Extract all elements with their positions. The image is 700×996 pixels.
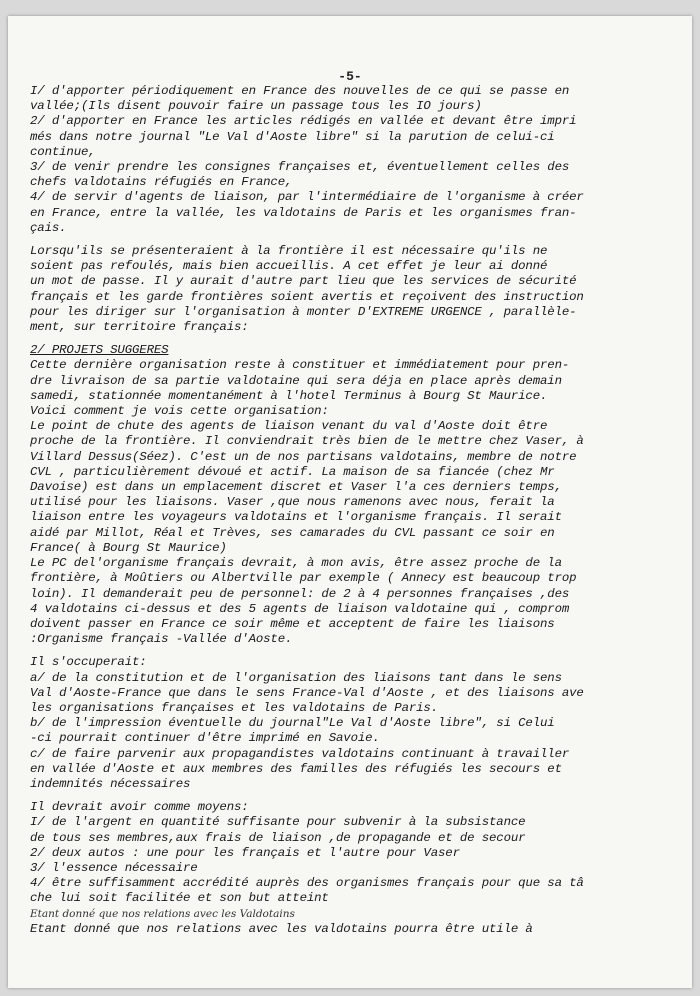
text-line: France( à Bourg St Maurice) [30,540,227,555]
text-line: 4/ de servir d'agents de liaison, par l'intermédiaire de l'organisme à créer [30,190,584,205]
text-line: 2/ deux autos : une pour les français et l'autre pour Vaser [30,845,460,860]
text-line: Il devrait avoir comme moyens: [30,800,249,815]
text-line: c/ de faire parvenir aux propagandistes valdotains continuant à travailler [30,746,570,761]
text-line: frontière, à Moûtiers ou Albertville par exemple ( Annecy est beaucoup trop [30,571,577,586]
text-line: indemnités nécessaires [30,776,191,791]
paragraph-gap [30,792,690,800]
text-line: en France, entre la vallée, les valdotains de Paris et les organismes fran- [30,205,577,220]
text-line: ment, sur territoire français: [30,320,249,335]
text-line: més dans notre journal "Le Val d'Aoste libre" si la parution de celui-ci [30,129,555,144]
text-line: CVL , particulièrement dévoué et actif. La maison de sa fiancée (chez Mr [30,464,555,479]
text-line: Lorsqu'ils se présenteraient à la frontière il est nécessaire qu'ils ne [30,244,548,259]
paragraph-gap [30,647,690,655]
text-line: continue, [30,144,96,159]
text-line: dre livraison de sa partie valdotaine qui sera déja en place après demain [30,373,562,388]
text-line: Voici comment je vois cette organisation: [30,404,329,419]
text-line: samedi, stationnée momentanément à l'hotel Terminus à Bourg St Maurice. [30,388,548,403]
text-line: I/ de l'argent en quantité suffisante pour subvenir à la subsistance [30,815,526,830]
text-line: 4/ être suffisamment accrédité auprès des organismes français pour que sa tâ [30,876,584,891]
text-line: proche de la frontière. Il conviendrait très bien de le mettre chez Vaser, à [30,434,584,449]
handwritten-note: Etant donné que nos relations avec les Valdotains [30,907,295,920]
text-line: en vallée d'Aoste et aux membres des familles des réfugiés les secours et [30,761,562,776]
text-line: 3/ de venir prendre les consignes françaises et, éventuellement celles des [30,160,570,175]
text-line: soient pas refoulés, mais bien accueillis. A cet effet je leur ai donné [30,259,548,274]
text-line: Cette dernière organisation reste à constituer et immédiatement pour pren- [30,358,570,373]
text-line: Davoise) est dans un emplacement discret et Vaser l'a ces derniers temps, [30,480,562,495]
text-line: français et les garde frontières soient avertis et reçoivent des instruction [30,289,584,304]
text-line: 2/ PROJETS SUGGERES [30,343,169,358]
text-line: utilisé pour les liaisons. Vaser ,que nous ramenons avec nous, ferait la [30,495,555,510]
document-page [8,16,692,988]
text-line: 4 valdotains ci-dessus et des 5 agents de liaison valdotaine qui , comprom [30,601,570,616]
text-line-cut: Etant donné que nos relations avec les valdotains pourra être utile à [30,922,690,937]
text-line: çais. [30,220,67,235]
text-line: liaison entre les voyageurs valdotains et l'organisme français. Il serait [30,510,562,525]
page-number: -5- [338,69,362,84]
paragraph-gap [30,236,690,244]
text-line: a/ de la constitution et de l'organisation des liaisons tant dans le sens [30,670,562,685]
text-line: Villard Dessus(Séez). C'est un de nos partisans valdotains, membre de notre [30,449,577,464]
text-line: les organisations françaises et les valdotains de Paris. [30,700,438,715]
text-line: aidé par Millot, Réal et Trèves, ses camarades du CVL passant ce soir en [30,525,555,540]
text-line: Val d'Aoste-France que dans le sens France-Val d'Aoste , et des liaisons ave [30,685,584,700]
text-line: pour les diriger sur l'organisation à monter D'EXTREME URGENCE , parallèle- [30,304,577,319]
text-line: -ci pourrait continuer d'être imprimé en Savoie. [30,731,380,746]
text-line: chefs valdotains réfugiés en France, [30,175,293,190]
text-line: de tous ses membres,aux frais de liaison ,de propagande et de secour [30,830,526,845]
text-line: Il s'occuperait: [30,655,147,670]
text-line: 2/ d'apporter en France les articles rédigés en vallée et devant être impri [30,114,577,129]
text-line: 3/ l'essence nécessaire [30,860,198,875]
text-line: Le PC del'organisme français devrait, à mon avis, être assez proche de la [30,556,562,571]
text-line: b/ de l'impression éventuelle du journal"Le Val d'Aoste libre", si Celui [30,716,555,731]
text-line: Le point de chute des agents de liaison venant du val d'Aoste doit être [30,419,548,434]
text-line: che lui soit facilitée et son but atteint [30,891,329,906]
text-line: doivent passer en France ce soir même et acceptent de faire les liaisons [30,616,555,631]
text-line: I/ d'apporter périodiquement en France des nouvelles de ce qui se passe en [30,84,570,98]
text-line: vallée;(Ils disent pouvoir faire un passage tous les IO jours) [30,99,482,114]
text-line: :Organisme français -Vallée d'Aoste. [30,632,293,647]
text-line: un mot de passe. Il y aurait d'autre part lieu que les services de sécurité [30,274,577,289]
document-body [30,84,690,937]
paragraph-gap [30,335,690,343]
text-line: loin). Il demanderait peu de personnel: de 2 à 4 personnes françaises ,des [30,586,570,601]
